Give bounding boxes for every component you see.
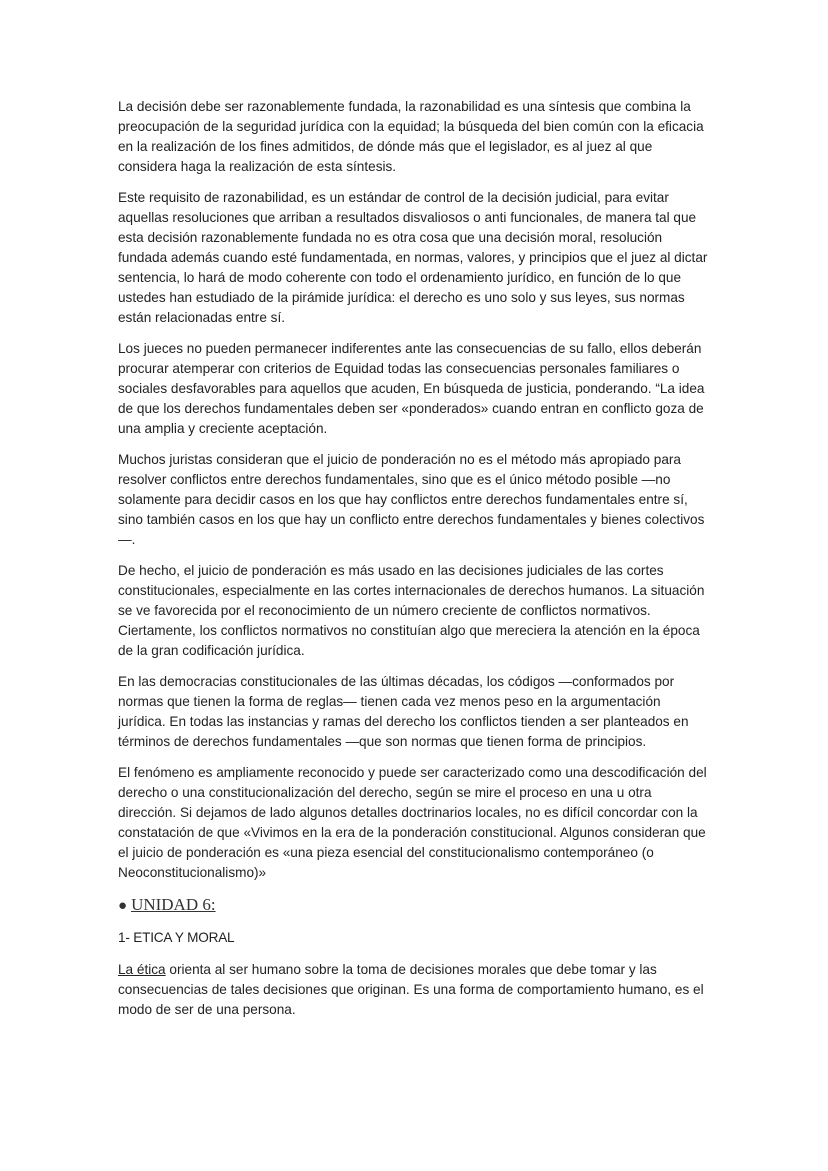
paragraph-etica	[118, 960, 710, 1020]
etica-text: orienta al ser humano sobre la toma de decisiones morales que debe tomar y las consecuencias de tales decisiones que originan. Es una forma de comportamiento humano, es el modo de ser de una persona.	[118, 961, 704, 1018]
unit-title: UNIDAD 6:	[131, 894, 216, 914]
paragraph-democracias: En las democracias constitucionales de las últimas décadas, los códigos —conformados por normas que tienen la forma de reglas— tienen cada vez menos peso en la argumentación jurídica. En todas las instancias y ramas del derecho los conflictos tienden a ser planteados en términos de derechos fundamentales —que son normas que tienen forma de principios.	[118, 673, 689, 750]
section-heading: 1- ETICA Y MORAL	[118, 929, 235, 945]
unit-heading	[118, 894, 710, 917]
paragraph-juristas: Muchos juristas consideran que el juicio de ponderación no es el método más apropiado para resolver conflictos entre derechos fundamentales, sino que es el único método posible —no solamente para decidir casos en los que hay conflictos entre derechos fundamentales entre sí, sino también casos en los que hay un conflicto entre derechos fundamentales y bienes colectivos—.	[118, 452, 705, 548]
paragraph-razonabilidad: La decisión debe ser razonablemente fundada, la razonabilidad es una síntesis que combina la preocupación de la seguridad jurídica con la equidad; la búsqueda del bien común con la eficacia en la realización de los fines admitidos, de dónde más que el legislador, es al juez al que considera haga la realización de esta síntesis.	[118, 99, 704, 175]
document-page	[118, 97, 710, 1031]
bullet-icon: ●	[118, 897, 128, 914]
paragraph-jueces: Los jueces no pueden permanecer indiferentes ante las consecuencias de su fallo, ellos deberán procurar atemperar con criterios de Equidad todas las consecuencias personales familiares o sociales desfavorables para aquellos que acuden, En búsqueda de justicia, ponderando. “La idea de que los derechos fundamentales deben ser «ponderados» cuando entran en conflicto goza de una amplia y creciente aceptación.	[118, 341, 705, 437]
etica-term: La ética	[118, 961, 166, 977]
paragraph-fenomeno: El fenómeno es ampliamente reconocido y puede ser caracterizado como una descodificación del derecho o una constitucionalización del derecho, según se mire el proceso en una u otra dirección. Si dejamos de lado algunos detalles doctrinarios locales, no es difícil concordar con la constatación de que «Vivimos en la era de la ponderación constitucional. Algunos consideran que el juicio de ponderación es «una pieza esencial del constitucionalismo contemporáneo (o Neoconstitucionalismo)»	[118, 764, 707, 881]
paragraph-requisito: Este requisito de razonabilidad, es un estándar de control de la decisión judicial, para evitar aquellas resoluciones que arriban a resultados disvaliosos o anti funcionales, de manera tal que esta decisión razonablemente fundada no es otra cosa que una decisión moral, resolución fundada además cuando esté fundamentada, en normas, valores, y principios que el juez al dictar sentencia, lo hará de modo coherente con todo el ordenamiento jurídico, en función de lo que ustedes han estudiado de la pirámide jurídica: el derecho es uno solo y sus leyes, sus normas están relacionadas entre sí.	[118, 189, 708, 326]
paragraph-de-hecho: De hecho, el juicio de ponderación es más usado en las decisiones judiciales de las cortes constitucionales, especialmente en las cortes internacionales de derechos humanos. La situación se ve favorecida por el reconocimiento de un número creciente de conflictos normativos. Ciertamente, los conflictos normativos no constituían algo que mereciera la atención en la época de la gran codificación jurídica.	[118, 562, 705, 659]
